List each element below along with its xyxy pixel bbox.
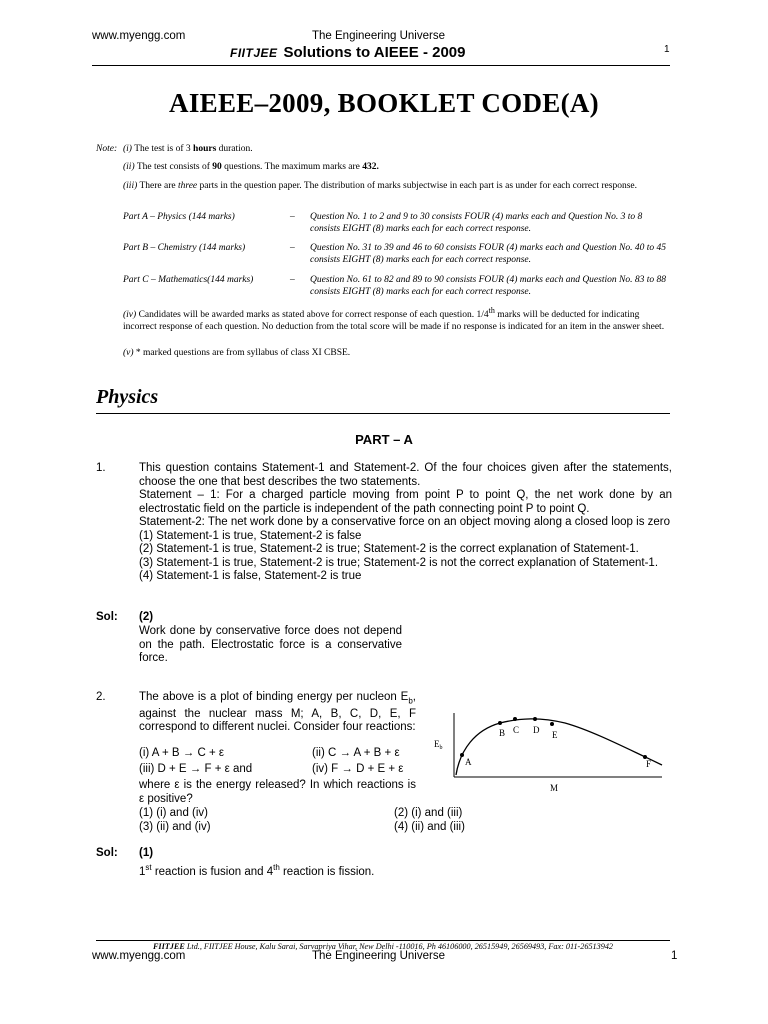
- question-2-option-1: (1) (i) and (iv): [139, 807, 209, 819]
- question-1: [139, 462, 672, 584]
- binding-energy-graph: [430, 705, 670, 800]
- note-text: Candidates will be awarded marks as stated above for correct response of each question. 1/4: [138, 310, 489, 321]
- footer-url: www.myengg.com: [92, 950, 186, 962]
- graph-point-b: [498, 721, 502, 725]
- q2-text-b: , against the nuclear mass M; A, B, C, D, E, F correspond to different nuclei. Consider four reactions:: [139, 691, 416, 734]
- note-marker: (v): [123, 348, 134, 358]
- question-2-number: 2.: [96, 691, 106, 703]
- part-b-dash: –: [290, 243, 295, 253]
- note-italic: three: [177, 181, 198, 191]
- header-divider: [92, 65, 670, 66]
- section-divider: [96, 413, 670, 414]
- note-text: questions. The maximum marks are: [221, 162, 363, 172]
- footer-site-name: The Engineering Universe: [312, 950, 445, 962]
- part-heading: PART – A: [355, 432, 413, 447]
- part-a-name: Part A – Physics (144 marks): [123, 212, 235, 222]
- footer-address-text: Ltd., FIITJEE House, Kalu Sarai, Sarvapriya Vihar, New Delhi -110016, Ph 46106000, 26515949, 26569493, Fax: 011-26513942: [184, 942, 614, 951]
- question-2-option-2: (2) (i) and (iii): [394, 807, 463, 819]
- footer-logo: FIITJEE: [152, 942, 185, 951]
- note-text: marks will be deducted for indicating incorrect response of each question. No deduction from the total score will be made if no response is indicated for an item in the answer sheet.: [123, 310, 665, 332]
- graph-point-c: [513, 717, 517, 721]
- reaction-2: (ii) C → A + B + ε: [312, 747, 400, 759]
- graph-label-c: C: [513, 725, 520, 735]
- sol2-mid: reaction is fusion and 4: [151, 865, 274, 878]
- question-2-text: [139, 691, 416, 735]
- reaction-1: (i) A + B → C + ε: [139, 747, 225, 759]
- header-site-name: The Engineering Universe: [312, 30, 445, 42]
- q2-sub: b: [408, 696, 413, 706]
- part-a-desc: Question No. 1 to 2 and 9 to 30 consists FOUR (4) marks each and Question No. 3 to 8 consists EIGHT (8) marks each for each correct response.: [310, 212, 643, 234]
- solution-1-label: Sol:: [96, 611, 118, 623]
- header-page-number: 1: [664, 44, 670, 55]
- note-item-3: [123, 181, 673, 193]
- graph-curve: [456, 719, 662, 775]
- footer-page-number: 1: [671, 950, 678, 962]
- sol2-sup2: th: [273, 863, 280, 872]
- note-item-4: [123, 305, 673, 333]
- question-1-option: (4) Statement-1 is false, Statement-2 is true: [139, 570, 362, 582]
- reaction-3: (iii) D + E → F + ε and: [139, 763, 253, 775]
- note-item-2: [123, 162, 673, 174]
- note-text: * marked questions are from syllabus of class XI CBSE.: [135, 348, 351, 358]
- note-bold: 432.: [362, 162, 379, 172]
- note-marker: (i): [123, 144, 132, 154]
- note-marker: (iii): [123, 181, 138, 191]
- header-brand-title: Solutions to AIEEE - 2009: [283, 44, 466, 61]
- note-text: duration.: [216, 144, 253, 154]
- q2-text-a: The above is a plot of binding energy per nucleon E: [139, 691, 409, 703]
- reaction-4: (iv) F → D + E + ε: [312, 763, 404, 775]
- question-1-number: 1.: [96, 462, 106, 474]
- solution-2-label: Sol:: [96, 847, 118, 859]
- question-1-statement-2: Statement-2: The net work done by a conservative force on an object moving along a closed loop is zero: [139, 516, 671, 528]
- graph-x-label: M: [550, 783, 559, 793]
- question-2-option-3: (3) (ii) and (iv): [139, 821, 211, 833]
- header-url: www.myengg.com: [92, 30, 186, 42]
- question-1-option: (2) Statement-1 is true, Statement-2 is true; Statement-2 is the correct explanation of Statement-1.: [139, 543, 639, 555]
- header-brand: [230, 44, 466, 61]
- solution-2-answer: (1): [139, 847, 154, 859]
- part-b-name: Part B – Chemistry (144 marks): [123, 243, 246, 253]
- question-1-option: (1) Statement-1 is true, Statement-2 is false: [139, 529, 362, 542]
- question-2-option-4: (4) (ii) and (iii): [394, 821, 465, 833]
- note-sup: th: [488, 306, 495, 315]
- part-c-name: Part C – Mathematics(144 marks): [123, 275, 254, 285]
- graph-label-b: B: [499, 728, 506, 738]
- question-1-option: (3) Statement-1 is true, Statement-2 is true; Statement-2 is not the correct explanation of Statement-1.: [139, 556, 659, 569]
- solution-1-text: Work done by conservative force does not depend on the path. Electrostatic force is a conservative force.: [139, 625, 402, 664]
- question-1-intro: This question contains Statement-1 and Statement-2. Of the four choices given after the statements, choose the one that best describes the two statements.: [139, 462, 672, 488]
- note-bold: hours: [193, 144, 217, 154]
- note-text: There are: [139, 181, 178, 191]
- section-heading: Physics: [96, 386, 159, 408]
- graph-point-d: [533, 717, 537, 721]
- note-item-5: [123, 348, 673, 360]
- note-label: [96, 144, 117, 156]
- sol2-pre: 1: [139, 865, 146, 878]
- footer-divider: [96, 940, 670, 941]
- graph-label-d: D: [533, 725, 540, 735]
- part-c-dash: –: [290, 275, 295, 285]
- note-label-text: Note:: [96, 144, 118, 154]
- note-marker: (ii): [123, 162, 135, 172]
- graph-label-e: E: [552, 730, 558, 740]
- fiitjee-logo: FIITJEE: [230, 46, 278, 60]
- graph-label-f: F: [646, 759, 652, 769]
- note-text: parts in the question paper. The distribution of marks subjectwise in each part is as under for each correct response.: [197, 181, 637, 191]
- graph-label-a: A: [465, 757, 472, 767]
- graph-y-label: $E_b$: [434, 739, 443, 751]
- part-b-desc: Question No. 31 to 39 and 46 to 60 consists FOUR (4) marks each and Question No. 40 to 45 consists EIGHT (8) marks each for each correct response.: [310, 243, 666, 265]
- note-item-1: [123, 144, 673, 156]
- sol2-post: reaction is fission.: [279, 865, 375, 878]
- graph-point-a: [460, 753, 464, 757]
- sol2-sup1: st: [145, 863, 152, 872]
- part-c-desc: Question No. 61 to 82 and 89 to 90 consists FOUR (4) marks each and Question No. 83 to 88 consists EIGHT (8) marks each for each correct response.: [310, 275, 666, 297]
- solution-1-answer: (2): [139, 611, 154, 623]
- graph-point-e: [550, 722, 554, 726]
- solution-2-text: [139, 861, 374, 879]
- note-text: The test is of 3: [134, 144, 194, 154]
- note-text: The test consists of: [136, 162, 213, 172]
- question-1-statement-1: Statement – 1: For a charged particle moving from point P to point Q, the net work done by an electrostatic field on the particle is independent of the path connecting point P to point Q.: [139, 489, 672, 515]
- page-title: AIEEE–2009, BOOKLET CODE(A): [169, 88, 599, 118]
- note-bold: 90: [212, 162, 222, 172]
- part-a-dash: –: [290, 212, 295, 222]
- question-2-question: where ε is the energy released? In which reactions is ε positive?: [139, 779, 416, 805]
- note-marker: (iv): [123, 310, 137, 321]
